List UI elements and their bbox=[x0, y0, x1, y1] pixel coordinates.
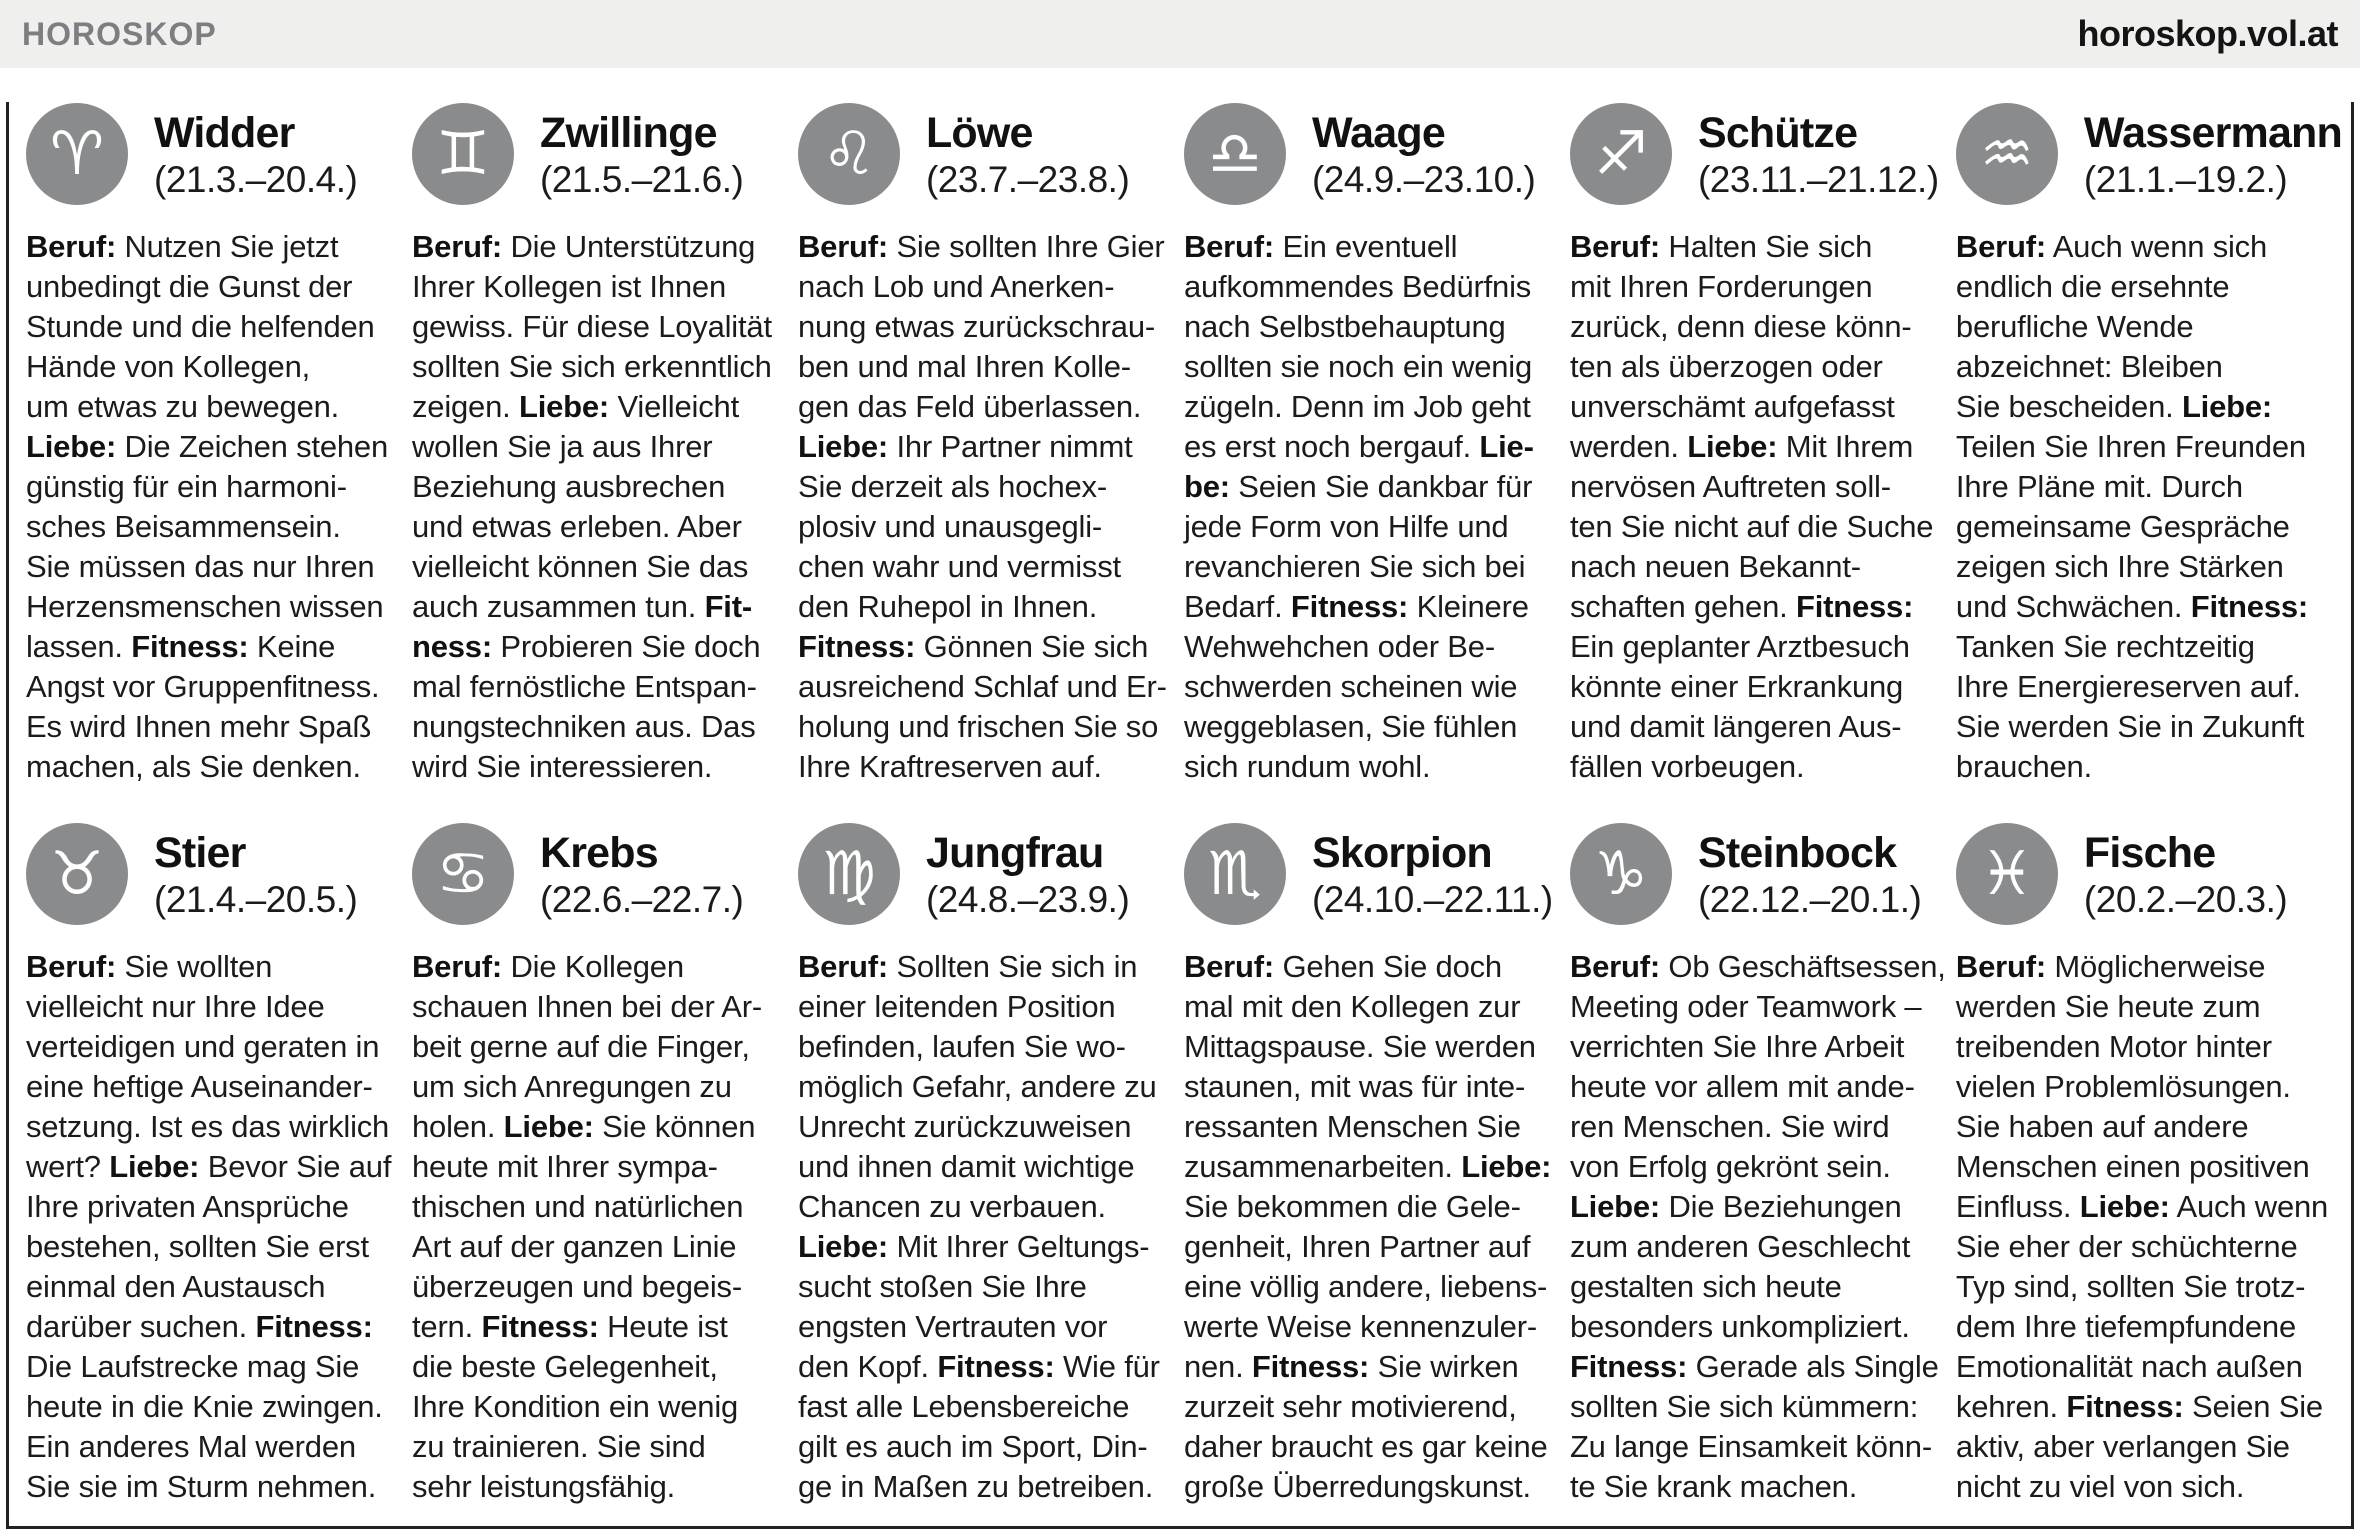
sign-title-block bbox=[1672, 103, 1939, 201]
sign-header bbox=[26, 103, 402, 205]
sign-header bbox=[798, 103, 1174, 205]
sign-name: Widder bbox=[154, 109, 295, 157]
sign-name: Schütze bbox=[1697, 109, 1858, 157]
sign-date-range: (21.4.–20.5.) bbox=[154, 879, 358, 921]
zodiac-symbol-glyph: ♍ bbox=[822, 839, 876, 909]
sign-title-block bbox=[128, 103, 357, 201]
sign-card-jungfrau bbox=[798, 823, 1174, 1507]
sagittarius-archer-icon bbox=[1570, 103, 1672, 205]
sign-card-skorpion bbox=[1184, 823, 1560, 1507]
zodiac-symbol-glyph: ♉ bbox=[50, 839, 104, 909]
right-rule-divider bbox=[2351, 102, 2354, 1526]
sign-date-range: (24.10.–22.11.) bbox=[1311, 879, 1553, 921]
gemini-twins-icon bbox=[412, 103, 514, 205]
sign-horoscope-text: Beruf: Auch wenn sich endlich die ersehnte berufliche Wende abzeichnet: Bleiben Sie bescheiden. Liebe: Teilen Sie Ihren Freunden Ihre Pläne mit. Durch gemeinsame Gespräche zeigen sich Ihre Stärken und Schwächen. Fitness: Tanken Sie rechtzeitig Ihre Energiereserven auf. Sie werden Sie in Zukunft brauchen. bbox=[1955, 229, 2309, 784]
sign-title-block bbox=[514, 103, 743, 201]
sign-name: Steinbock bbox=[1697, 829, 1897, 877]
left-rule-divider bbox=[6, 102, 9, 1526]
sign-date-range: (21.5.–21.6.) bbox=[539, 159, 744, 201]
sign-header bbox=[26, 823, 402, 925]
sign-name: Waage bbox=[1311, 109, 1445, 157]
sign-horoscope-text: Beruf: Die Unterstützung Ihrer Kollegen ist Ihnen gewiss. Für diese Loyalität sollten Sie sich erkenntlich zeigen. Liebe: Vielleicht wollen Sie ja aus Ihrer Beziehung ausbrechen und etwas erleben. Aber vielleicht können Sie das auch zusammen tun. Fit- ness: Probieren Sie doch mal fernöstliche Entspan- nungstechniken aus. Das wird Sie interessieren. bbox=[411, 229, 772, 784]
sign-card-waage bbox=[1184, 103, 1560, 823]
capricorn-goat-icon bbox=[1570, 823, 1672, 925]
sign-name: Fische bbox=[2083, 829, 2216, 877]
sign-name: Jungfrau bbox=[925, 829, 1104, 877]
sign-title-block bbox=[2058, 823, 2287, 921]
sign-header bbox=[798, 823, 1174, 925]
sign-header bbox=[1184, 823, 1560, 925]
sign-title-block bbox=[128, 823, 357, 921]
sign-header bbox=[1570, 103, 1946, 205]
scorpio-scorpion-icon bbox=[1184, 823, 1286, 925]
sign-card-schuetze bbox=[1570, 103, 1946, 823]
page-header bbox=[0, 0, 2360, 68]
sign-horoscope-text: Beruf: Sollten Sie sich in einer leitenden Position befinden, laufen Sie wo- möglich Gefahr, andere zu Unrecht zurückzuweisen und ihnen damit wichtige Chancen zu verbauen. Liebe: Mit Ihrer Geltungs- sucht stoßen Sie Ihre engsten Vertrauten vor den Kopf. Fitness: Wie für fast alle Lebensbereiche gilt es auch im Sport, Din- ge in Maßen zu betreiben. bbox=[797, 949, 1160, 1504]
sign-name: Krebs bbox=[539, 829, 658, 877]
sign-name: Skorpion bbox=[1311, 829, 1492, 877]
sign-name: Löwe bbox=[925, 109, 1033, 157]
sign-date-range: (24.8.–23.9.) bbox=[925, 879, 1130, 921]
page-title: HOROSKOP bbox=[22, 15, 217, 52]
sign-date-range: (22.6.–22.7.) bbox=[539, 879, 744, 921]
sign-horoscope-text: Beruf: Sie sollten Ihre Gier nach Lob und Anerken- nung etwas zurückschrau- ben und mal Ihren Kolle- gen das Feld überlassen. Liebe: Ihr Partner nimmt Sie derzeit als hochex- plosiv und unausgegli- chen wahr und vermisst den Ruhepol in Ihnen. Fitness: Gönnen Sie sich ausreichend Schlaf und Er- holung und frischen Sie so Ihre Kraftreserven auf. bbox=[797, 229, 1167, 784]
sign-name: Wassermann bbox=[2083, 109, 2342, 157]
sign-header bbox=[1570, 823, 1946, 925]
sign-horoscope-text: Beruf: Nutzen Sie jetzt unbedingt die Gunst der Stunde und die helfenden Hände von Kollegen, um etwas zu bewegen. Liebe: Die Zeichen stehen günstig für ein harmoni- sches Beisammensein. Sie müssen das nur Ihren Herzensmenschen wissen lassen. Fitness: Keine Angst vor Gruppenfitness. Es wird Ihnen mehr Spaß machen, als Sie denken. bbox=[26, 229, 389, 784]
sign-header bbox=[1184, 103, 1560, 205]
sign-card-zwillinge bbox=[412, 103, 788, 823]
sign-title-block bbox=[900, 823, 1129, 921]
sign-card-stier bbox=[26, 823, 402, 1507]
pisces-fish-icon bbox=[1956, 823, 2058, 925]
sign-card-fische bbox=[1956, 823, 2342, 1507]
zodiac-symbol-glyph: ♒ bbox=[1980, 119, 2034, 189]
leo-lion-icon bbox=[798, 103, 900, 205]
sign-title-block bbox=[1286, 103, 1535, 201]
sign-title-block bbox=[1286, 823, 1553, 921]
zodiac-symbol-glyph: ♎ bbox=[1208, 119, 1262, 189]
sign-date-range: (21.1.–19.2.) bbox=[2083, 159, 2288, 201]
sign-date-range: (23.7.–23.8.) bbox=[925, 159, 1130, 201]
zodiac-symbol-glyph: ♑ bbox=[1594, 839, 1648, 909]
sign-name: Stier bbox=[154, 829, 246, 877]
zodiac-symbol-glyph: ♋ bbox=[436, 839, 490, 909]
zodiac-grid bbox=[0, 68, 2360, 1507]
taurus-bull-icon bbox=[26, 823, 128, 925]
sign-date-range: (20.2.–20.3.) bbox=[2083, 879, 2288, 921]
sign-horoscope-text: Beruf: Ob Geschäftsessen, Meeting oder Teamwork – verrichten Sie Ihre Arbeit heute vor allem mit ande- ren Menschen. Sie wird von Erfolg gekrönt sein. Liebe: Die Beziehungen zum anderen Geschlecht gestalten sich heute besonders unkompliziert. Fitness: Gerade als Single sollten Sie sich kümmern: Zu lange Einsamkeit könn- te Sie krank machen. bbox=[1569, 949, 1946, 1504]
sign-title-block bbox=[514, 823, 743, 921]
sign-horoscope-text: Beruf: Die Kollegen schauen Ihnen bei der Ar- beit gerne auf die Finger, um sich Anregungen zu holen. Liebe: Sie können heute mit Ihrer sympa- thischen und natürlichen Art auf der ganzen Linie überzeugen und begeis- tern. Fitness: Heute ist die beste Gelegenheit, Ihre Kondition ein wenig zu trainieren. Sie sind sehr leistungsfähig. bbox=[411, 949, 763, 1504]
sign-horoscope-text: Beruf: Gehen Sie doch mal mit den Kollegen zur Mittagspause. Sie werden staunen, mit was für inte- ressanten Menschen Sie zusammenarbeiten. Liebe: Sie bekommen die Gele- genheit, Ihren Partner auf eine völlig andere, liebens- werte Weise kennenzuler- nen. Fitness: Sie wirken zurzeit sehr motivierend, daher braucht es gar keine große Überredungskunst. bbox=[1183, 949, 1552, 1504]
sign-card-wassermann bbox=[1956, 103, 2342, 823]
aquarius-water-icon bbox=[1956, 103, 2058, 205]
sign-card-loewe bbox=[798, 103, 1174, 823]
sign-name: Zwillinge bbox=[539, 109, 717, 157]
zodiac-symbol-glyph: ♐ bbox=[1594, 119, 1648, 189]
sign-horoscope-text: Beruf: Ein eventuell aufkommendes Bedürfnis nach Selbstbehauptung sollten sie noch ein wenig zügeln. Denn im Job geht es erst noch bergauf. Lie- be: Seien Sie dankbar für jede Form von Hilfe und revanchieren Sie sich bei Bedarf. Fitness: Kleinere Wehwehchen oder Be- schwerden scheinen wie weggeblasen, Sie fühlen sich rundum wohl. bbox=[1183, 229, 1534, 784]
sign-horoscope-text: Beruf: Halten Sie sich mit Ihren Forderungen zurück, denn diese könn- ten als überzogen oder unverschämt aufgefasst werden. Liebe: Mit Ihrem nervösen Auftreten soll- ten Sie nicht auf die Suche nach neuen Bekannt- schaften gehen. Fitness: Ein geplanter Arztbesuch könnte einer Erkrankung und damit längeren Aus- fällen vorbeugen. bbox=[1569, 229, 1934, 784]
zodiac-symbol-glyph: ♌ bbox=[822, 119, 876, 189]
sign-date-range: (24.9.–23.10.) bbox=[1311, 159, 1536, 201]
sign-header bbox=[1956, 103, 2342, 205]
libra-scales-icon bbox=[1184, 103, 1286, 205]
aries-ram-icon bbox=[26, 103, 128, 205]
sign-title-block bbox=[1672, 823, 1921, 921]
zodiac-symbol-glyph: ♏ bbox=[1208, 839, 1262, 909]
bottom-rule-divider bbox=[6, 1526, 2354, 1529]
sign-card-widder bbox=[26, 103, 402, 823]
sign-header bbox=[1956, 823, 2342, 925]
sign-header bbox=[412, 823, 788, 925]
sign-header bbox=[412, 103, 788, 205]
sign-card-krebs bbox=[412, 823, 788, 1507]
sign-title-block bbox=[2058, 103, 2342, 201]
sign-horoscope-text: Beruf: Möglicherweise werden Sie heute zum treibenden Motor hinter vielen Problemlösungen. Sie haben auf andere Menschen einen positiven Einfluss. Liebe: Auch wenn Sie eher der schüchterne Typ sind, sollten Sie trotz- dem Ihre tiefempfundene Emotionalität nach außen kehren. Fitness: Seien Sie aktiv, aber verlangen Sie nicht zu viel von sich. bbox=[1955, 949, 2329, 1504]
virgo-maiden-icon bbox=[798, 823, 900, 925]
horoscope-content bbox=[0, 68, 2360, 1531]
sign-date-range: (23.11.–21.12.) bbox=[1697, 159, 1939, 201]
sign-date-range: (21.3.–20.4.) bbox=[154, 159, 358, 201]
zodiac-symbol-glyph: ♓ bbox=[1980, 839, 2034, 909]
sign-date-range: (22.12.–20.1.) bbox=[1697, 879, 1922, 921]
zodiac-symbol-glyph: ♊ bbox=[436, 119, 490, 189]
zodiac-symbol-glyph: ♈ bbox=[50, 119, 104, 189]
sign-card-steinbock bbox=[1570, 823, 1946, 1507]
sign-title-block bbox=[900, 103, 1129, 201]
cancer-crab-icon bbox=[412, 823, 514, 925]
site-url[interactable]: horoskop.vol.at bbox=[2077, 13, 2338, 54]
sign-horoscope-text: Beruf: Sie wollten vielleicht nur Ihre Idee verteidigen und geraten in eine heftige Auseinander- setzung. Ist es das wirklich wert? Liebe: Bevor Sie auf Ihre privaten Ansprüche bestehen, sollten Sie erst einmal den Austausch darüber suchen. Fitness: Die Laufstrecke mag Sie heute in die Knie zwingen. Ein anderes Mal werden Sie sie im Sturm nehmen. bbox=[26, 949, 392, 1504]
